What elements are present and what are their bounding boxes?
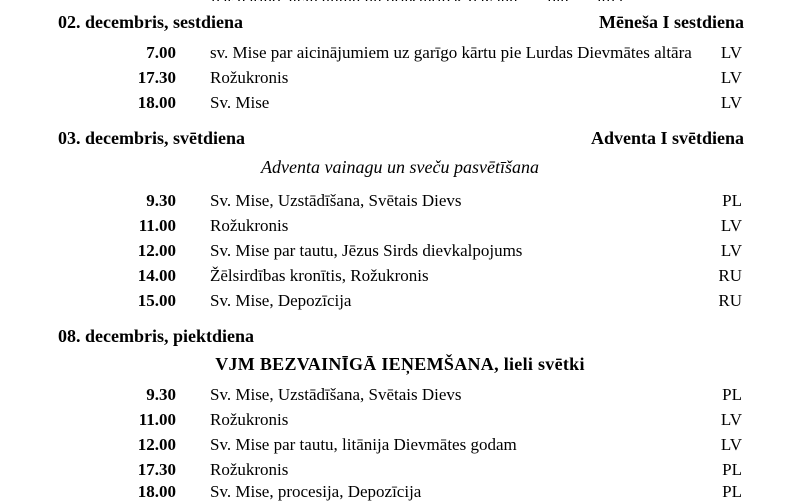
schedule-row xyxy=(0,239,800,263)
schedule-row xyxy=(0,408,800,432)
row-time: 15.00 xyxy=(137,291,176,310)
row-time: 18.00 xyxy=(137,93,176,112)
day-feast: Mēneša I sestdiena xyxy=(599,12,744,32)
row-language: PL xyxy=(722,385,742,404)
row-time: 12.00 xyxy=(137,435,176,454)
schedule-row xyxy=(0,433,800,457)
row-language: LV xyxy=(720,68,742,87)
row-description: Sv. Mise, procesija, Depozīcija xyxy=(210,482,422,501)
row-description: Sv. Mise par tautu, Jēzus Sirds dievkalpojums xyxy=(210,241,523,260)
row-language: PL xyxy=(722,460,742,479)
row-time: 17.30 xyxy=(137,68,176,87)
row-language: RU xyxy=(718,266,742,285)
schedule-row xyxy=(0,458,800,482)
row-description: Sv. Mise xyxy=(210,93,270,112)
row-description: Sv. Mise, Uzstādīšana, Svētais Dievs xyxy=(210,385,462,404)
row-description: Rožukronis xyxy=(210,460,289,479)
schedule-row xyxy=(0,41,800,65)
row-description: Rožukronis xyxy=(210,410,289,429)
row-language: LV xyxy=(720,43,742,62)
row-language: RU xyxy=(718,291,742,310)
row-description: Žēlsirdības kronītis, Rožukronis xyxy=(210,266,429,285)
schedule-row xyxy=(0,383,800,407)
row-time: 11.00 xyxy=(138,216,176,235)
row-description: Rožukronis xyxy=(210,68,289,87)
row-language: PL xyxy=(722,482,742,501)
day-feast: Adventa I svētdiena xyxy=(590,128,744,148)
row-time: 17.30 xyxy=(137,460,176,479)
row-language: LV xyxy=(720,241,742,260)
row-language: LV xyxy=(720,93,742,112)
schedule-row xyxy=(0,66,800,90)
schedule-row xyxy=(0,189,800,213)
day-date: 03. decembris, svētdiena xyxy=(58,128,245,148)
day-note: Adventa vainagu un sveču pasvētīšana xyxy=(261,157,539,177)
schedule-row xyxy=(0,91,800,115)
row-description: sv. Mise par aicinājumiem uz garīgo kārtu pie Lurdas Dievmātes altāra xyxy=(210,43,692,62)
row-language: PL xyxy=(722,191,742,210)
row-time: 14.00 xyxy=(137,266,176,285)
row-time: 12.00 xyxy=(137,241,176,260)
row-description: Sv. Mise, Uzstādīšana, Svētais Dievs xyxy=(210,191,462,210)
day-date: 08. decembris, piektdiena xyxy=(58,326,254,346)
day-heading xyxy=(58,324,744,348)
day-heading xyxy=(58,10,744,34)
day-heading xyxy=(58,126,744,150)
row-description: Sv. Mise par tautu, litānija Dievmātes godam xyxy=(210,435,517,454)
row-time: 7.00 xyxy=(146,43,176,62)
row-time: 9.30 xyxy=(146,191,176,210)
row-time: 9.30 xyxy=(146,385,176,404)
row-language: LV xyxy=(720,216,742,235)
row-time: 11.00 xyxy=(138,410,176,429)
schedule-row xyxy=(0,214,800,238)
row-description: Sv. Mise, Depozīcija xyxy=(210,291,352,310)
day-date: 02. decembris, sestdiena xyxy=(58,12,243,32)
schedule-row xyxy=(0,289,800,313)
feast-title: VJM BEZVAINĪGĀ IEŅEMŠANA, lieli svētki xyxy=(215,354,585,374)
cut-off-top-line xyxy=(0,0,800,1)
row-language: LV xyxy=(720,435,742,454)
row-time: 18.00 xyxy=(137,482,176,501)
row-description: Rožukronis xyxy=(210,216,289,235)
row-language: LV xyxy=(720,410,742,429)
schedule-row xyxy=(0,264,800,288)
schedule-row xyxy=(0,480,800,504)
